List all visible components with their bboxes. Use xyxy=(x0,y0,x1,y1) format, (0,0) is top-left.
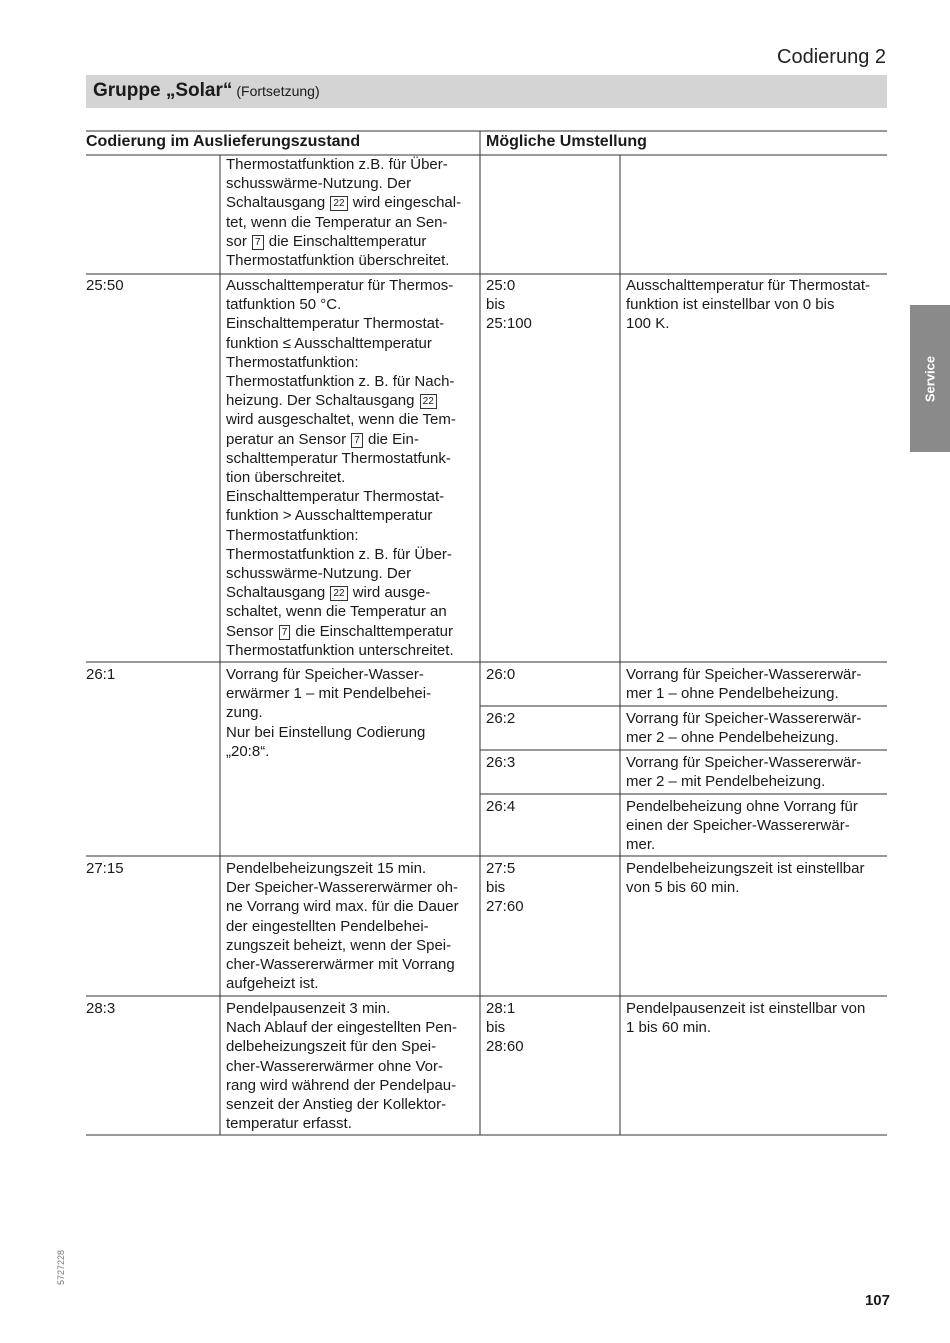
text-line: Ausschalttemperatur für Thermostat- xyxy=(626,277,870,294)
code-28-option-range xyxy=(486,999,524,1057)
code-25-option-range xyxy=(486,276,532,334)
text-line: cher-Wassererwärmer ohne Vor- xyxy=(226,1057,444,1075)
code-26-3-description xyxy=(626,753,861,791)
text-line: senzeit der Anstieg der Kollektor- xyxy=(226,1096,447,1114)
text-line: funktion > Ausschalttemperatur xyxy=(226,507,433,525)
text-line: 28:60 xyxy=(486,1038,524,1056)
text-line: der eingestellten Pendelbehei- xyxy=(226,917,429,935)
code-26-2-option: 26:2 xyxy=(486,710,516,727)
text-line: Thermostatfunktion: xyxy=(226,526,359,544)
text-line: Thermostatfunktion überschreitet. xyxy=(226,252,450,270)
text-line: mer. xyxy=(626,836,656,854)
text-line: 25:0 xyxy=(486,277,516,294)
text-line: Schaltausgang 22 wird ausge- xyxy=(226,584,431,602)
text-line: Einschalttemperatur Thermostat- xyxy=(226,488,445,506)
text-line: 27:60 xyxy=(486,898,524,916)
text-line: schusswärme-Nutzung. Der xyxy=(226,175,412,193)
terminal-number-box: 7 xyxy=(252,235,264,250)
column-header-default: Codierung im Auslieferungszustand xyxy=(86,133,361,150)
cont-description xyxy=(226,155,461,270)
text-line: delbeheizungszeit für den Spei- xyxy=(226,1038,437,1056)
text-line: erwärmer 1 – mit Pendelbehei- xyxy=(226,685,432,703)
text-line: Pendelbeheizungszeit ist einstellbar xyxy=(626,860,865,877)
text-line: „20:8“. xyxy=(226,742,270,760)
code-27-description xyxy=(226,859,459,993)
code-28-description xyxy=(226,999,457,1133)
terminal-number-box: 22 xyxy=(420,394,437,409)
text-line: 100 K. xyxy=(626,315,670,333)
document-number: 5727228 xyxy=(56,1249,66,1285)
text-line: Vorrang für Speicher-Wassererwär- xyxy=(626,710,862,727)
text-line: Pendelbeheizung ohne Vorrang für xyxy=(626,798,858,815)
page-number: 107 xyxy=(864,1292,890,1309)
text-line: Vorrang für Speicher-Wassererwär- xyxy=(626,666,862,683)
column-header-options: Mögliche Umstellung xyxy=(486,133,647,150)
text-line: bis xyxy=(486,1019,506,1037)
text-line: schusswärme-Nutzung. Der xyxy=(226,565,412,583)
text-line: zung. xyxy=(226,704,263,722)
code-26-2-description xyxy=(626,709,861,747)
text-line: funktion ≤ Ausschalttemperatur xyxy=(226,334,432,352)
code-26-0-description xyxy=(626,665,861,703)
text-line: Pendelbeheizungszeit 15 min. xyxy=(226,860,427,877)
text-line: mer 2 – ohne Pendelbeheizung. xyxy=(626,729,839,747)
code-27-option-description xyxy=(626,859,864,897)
code-27-default: 27:15 xyxy=(86,860,124,877)
text-line: mer 2 – mit Pendelbeheizung. xyxy=(626,773,826,791)
text-line: cher-Wassererwärmer mit Vorrang xyxy=(226,956,455,974)
code-28-option-description xyxy=(626,999,865,1037)
text-line: ne Vorrang wird max. für die Dauer xyxy=(226,898,459,916)
text-line: Thermostatfunktion z. B. für Über- xyxy=(226,545,452,563)
text-line: Pendelpausenzeit ist einstellbar von xyxy=(626,1000,866,1017)
terminal-number-box: 7 xyxy=(351,433,363,448)
code-25-description xyxy=(226,276,456,660)
service-tab-label: Service xyxy=(922,355,938,402)
code-26-default: 26:1 xyxy=(86,666,116,683)
text-line: tatfunktion 50 °C. xyxy=(226,296,342,314)
text-line: Ausschalttemperatur für Thermos- xyxy=(226,277,454,294)
text-line: 1 bis 60 min. xyxy=(626,1019,712,1037)
text-line: tet, wenn die Temperatur an Sen- xyxy=(226,213,448,231)
text-line: Schaltausgang 22 wird eingeschal- xyxy=(226,194,462,212)
text-line: Vorrang für Speicher-Wassererwär- xyxy=(626,754,862,771)
text-line: bis xyxy=(486,296,506,314)
text-line: heizung. Der Schaltausgang 22 xyxy=(226,391,456,410)
text-line: schaltet, wenn die Temperatur an xyxy=(226,603,447,621)
terminal-number-box: 22 xyxy=(330,586,347,601)
chapter-title: Codierung 2 xyxy=(777,46,886,68)
text-line: 28:1 xyxy=(486,1000,516,1017)
text-line: Einschalttemperatur Thermostat- xyxy=(226,315,445,333)
text-line: sor 7 die Einschalttemperatur xyxy=(226,232,427,250)
group-subtitle: (Fortsetzung) xyxy=(236,83,320,99)
text-line: Sensor 7 die Einschalttemperatur xyxy=(226,622,454,640)
text-line: aufgeheizt ist. xyxy=(226,975,319,993)
text-line: Vorrang für Speicher-Wasser- xyxy=(226,666,424,683)
terminal-number-box: 22 xyxy=(330,196,347,211)
code-25-default: 25:50 xyxy=(86,277,124,294)
text-line: Der Speicher-Wassererwärmer oh- xyxy=(226,879,459,897)
code-27-option-range xyxy=(486,859,524,917)
text-line: temperatur erfasst. xyxy=(226,1115,352,1133)
code-26-4-option: 26:4 xyxy=(486,798,516,815)
code-25-option-description xyxy=(626,276,870,334)
text-line: tion überschreitet. xyxy=(226,469,346,487)
code-26-0-option: 26:0 xyxy=(486,666,516,683)
group-title-text: Gruppe „Solar“ xyxy=(93,80,233,101)
code-28-default: 28:3 xyxy=(86,1000,116,1017)
text-line: 27:5 xyxy=(486,860,516,877)
text-line: mer 1 – ohne Pendelbeheizung. xyxy=(626,685,839,703)
text-line: bis xyxy=(486,879,506,897)
code-26-3-option: 26:3 xyxy=(486,754,516,771)
text-line: peratur an Sensor 7 die Ein- xyxy=(226,430,419,448)
text-line: rang wird während der Pendelpau- xyxy=(226,1076,457,1094)
text-line: wird ausgeschaltet, wenn die Tem- xyxy=(226,411,456,429)
text-line: Thermostatfunktion unterschreitet. xyxy=(226,641,454,659)
text-line: Thermostatfunktion: xyxy=(226,353,359,371)
text-line: 25:100 xyxy=(486,315,532,333)
text-line: schalttemperatur Thermostatfunk- xyxy=(226,449,451,467)
text-line: einen der Speicher-Wassererwär- xyxy=(626,817,850,835)
text-line: Thermostatfunktion z. B. für Nach- xyxy=(226,373,455,391)
code-26-description xyxy=(226,665,431,761)
code-26-4-description xyxy=(626,797,858,855)
terminal-number-box: 7 xyxy=(279,625,291,640)
text-line: Pendelpausenzeit 3 min. xyxy=(226,1000,391,1017)
text-line: Nach Ablauf der eingestellten Pen- xyxy=(226,1019,457,1037)
text-line: von 5 bis 60 min. xyxy=(626,879,740,897)
text-line: Nur bei Einstellung Codierung xyxy=(226,723,426,741)
text-line: Thermostatfunktion z.B. für Über- xyxy=(226,156,448,173)
text-line: funktion ist einstellbar von 0 bis xyxy=(626,296,835,314)
text-line: zungszeit beheizt, wenn der Spei- xyxy=(226,936,452,954)
